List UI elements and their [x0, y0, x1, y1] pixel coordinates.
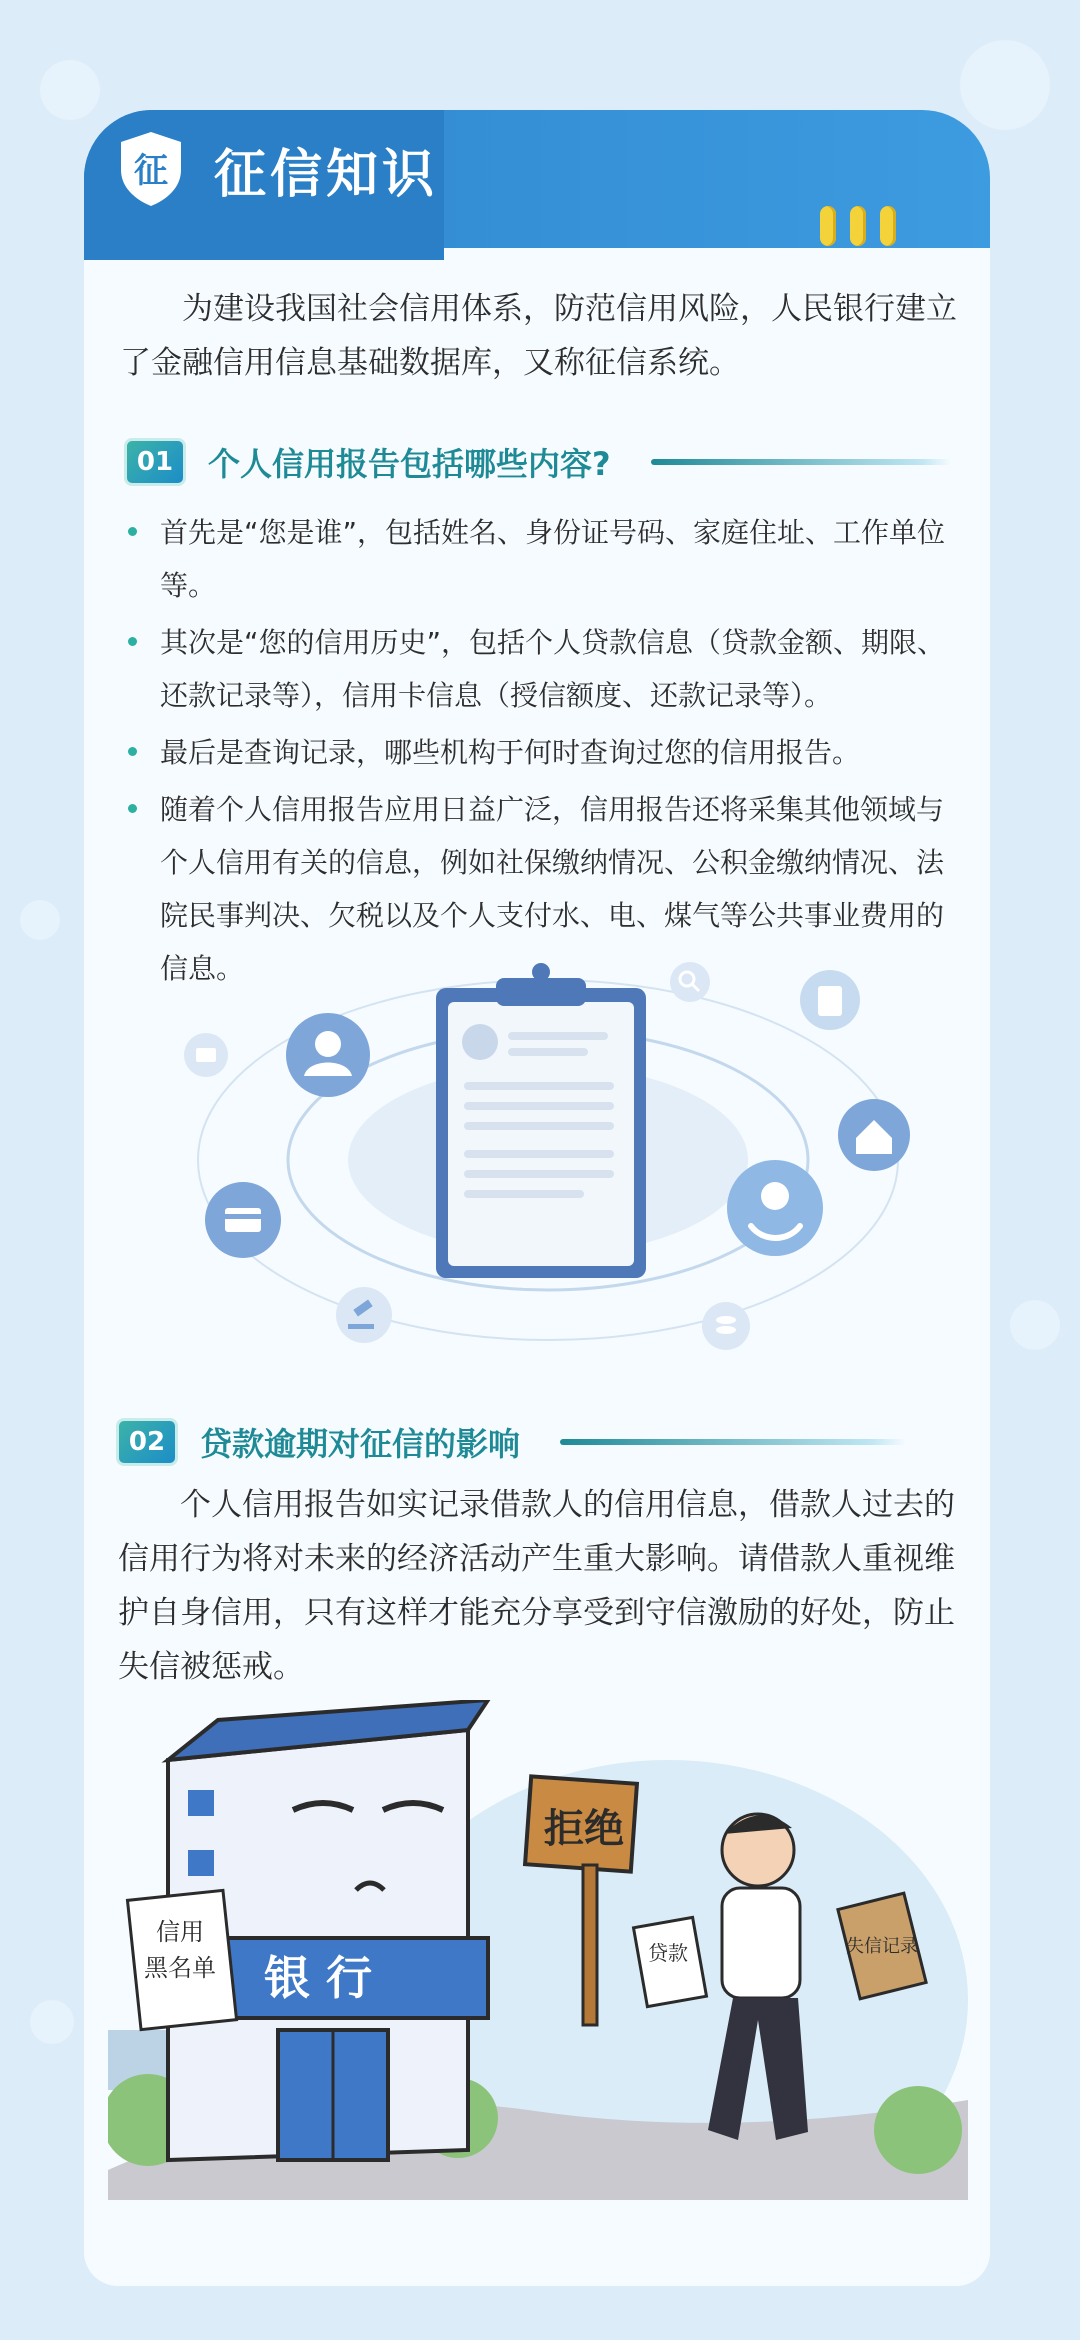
bag-label-text: 失信记录 [846, 1936, 918, 1957]
loan-paper-text: 贷款 [648, 1941, 688, 1965]
section1-heading [124, 438, 951, 486]
list-item: 最后是查询记录，哪些机构于何时查询过您的信用报告。 [124, 726, 960, 779]
section2-title: 贷款逾期对征信的影响 [200, 1425, 521, 1463]
section1-title: 个人信用报告包括哪些内容? [208, 445, 611, 483]
section2-number: 02 [116, 1418, 178, 1466]
blacklist-line2: 黑名单 [144, 1954, 216, 1982]
bank-cartoon-illustration [108, 1700, 968, 2200]
page-title: 征信知识 [214, 145, 439, 205]
shield-label: 征 [134, 151, 168, 191]
section2-paragraph: 个人信用报告如实记录借款人的信用信息，借款人过去的信用行为将对未来的经济活动产生重大影响。请借款人重视维护自身信用，只有这样才能充分享受到守信激励的好处，防止失信被惩戒。 [118, 1487, 955, 1685]
section1-list [124, 506, 960, 999]
list-item: 随着个人信用报告应用日益广泛，信用报告还将采集其他领域与个人信用有关的信息，例如社保缴纳情况、公积金缴纳情况、法院民事判决、欠税以及个人支付水、电、煤气等公共事业费用的信息。 [124, 783, 960, 995]
list-item: 首先是“您是谁”，包括姓名、身份证号码、家庭住址、工作单位等。 [124, 506, 960, 612]
section1-rule [651, 459, 951, 465]
pill-decor [850, 206, 866, 246]
section1-number: 01 [124, 438, 186, 486]
credit-report-illustration [168, 950, 928, 1370]
decor-pills [820, 206, 896, 246]
list-item: 其次是“您的信用历史”，包括个人贷款信息（贷款金额、期限、还款记录等），信用卡信息（授信额度、还款记录等）。 [124, 616, 960, 722]
shield-icon [118, 130, 184, 208]
pill-decor [820, 206, 836, 246]
section2-heading [116, 1418, 906, 1466]
bank-sign-text: 银 行 [263, 1951, 373, 2005]
blacklist-line1: 信用 [156, 1918, 204, 1946]
pill-decor [880, 206, 896, 246]
intro-paragraph: 为建设我国社会信用体系，防范信用风险，人民银行建立了金融信用信息基础数据库，又称征信系统。 [120, 291, 957, 381]
section2-rule [560, 1439, 906, 1445]
reject-sign-text: 拒绝 [544, 1805, 624, 1852]
